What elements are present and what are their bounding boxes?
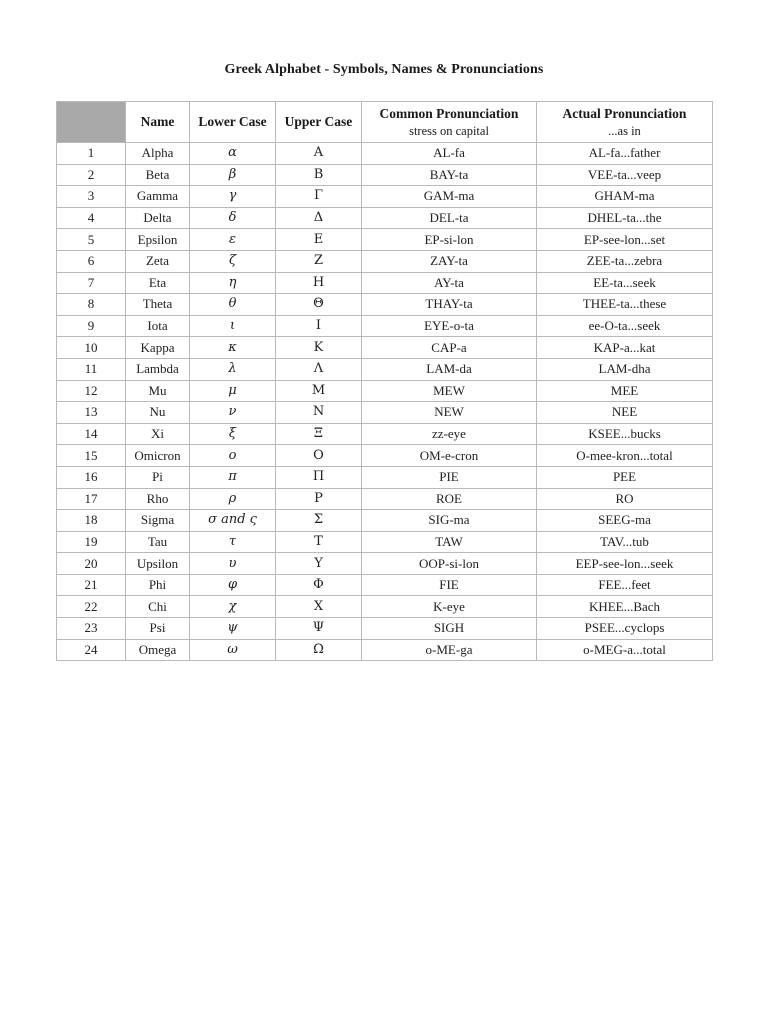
- cell-upper-case: Κ: [276, 337, 362, 359]
- cell-common-pronunciation: DEL-ta: [362, 207, 537, 229]
- table-row: [57, 186, 713, 208]
- cell-letter-name: Kappa: [126, 337, 190, 359]
- table-row: [57, 488, 713, 510]
- cell-letter-name: Beta: [126, 164, 190, 186]
- cell-actual-pronunciation: MEE: [537, 380, 713, 402]
- cell-number: 18: [57, 510, 126, 532]
- cell-common-pronunciation: SIG-ma: [362, 510, 537, 532]
- cell-actual-pronunciation: KAP-a...kat: [537, 337, 713, 359]
- cell-lower-case: ρ: [190, 488, 276, 510]
- cell-letter-name: Xi: [126, 423, 190, 445]
- cell-number: 10: [57, 337, 126, 359]
- table-row: [57, 466, 713, 488]
- cell-letter-name: Delta: [126, 207, 190, 229]
- cell-letter-name: Iota: [126, 315, 190, 337]
- cell-common-pronunciation: LAM-da: [362, 358, 537, 380]
- table-row: [57, 639, 713, 661]
- table-row: [57, 596, 713, 618]
- header-common-subtitle: stress on capital: [409, 124, 489, 138]
- header-common-pronunciation: [362, 102, 537, 143]
- cell-upper-case: Θ: [276, 294, 362, 316]
- cell-lower-case: μ: [190, 380, 276, 402]
- cell-number: 12: [57, 380, 126, 402]
- cell-number: 9: [57, 315, 126, 337]
- cell-actual-pronunciation: LAM-dha: [537, 358, 713, 380]
- cell-common-pronunciation: PIE: [362, 466, 537, 488]
- cell-actual-pronunciation: DHEL-ta...the: [537, 207, 713, 229]
- cell-number: 4: [57, 207, 126, 229]
- cell-number: 8: [57, 294, 126, 316]
- cell-lower-case: π: [190, 466, 276, 488]
- cell-common-pronunciation: zz-eye: [362, 423, 537, 445]
- cell-letter-name: Upsilon: [126, 553, 190, 575]
- table-row: [57, 423, 713, 445]
- table-row: [57, 294, 713, 316]
- cell-letter-name: Gamma: [126, 186, 190, 208]
- table-row: [57, 402, 713, 424]
- cell-actual-pronunciation: ee-O-ta...seek: [537, 315, 713, 337]
- cell-upper-case: Λ: [276, 358, 362, 380]
- cell-upper-case: Δ: [276, 207, 362, 229]
- cell-lower-case: τ: [190, 531, 276, 553]
- cell-letter-name: Omega: [126, 639, 190, 661]
- cell-lower-case: β: [190, 164, 276, 186]
- cell-letter-name: Eta: [126, 272, 190, 294]
- cell-letter-name: Chi: [126, 596, 190, 618]
- cell-number: 2: [57, 164, 126, 186]
- table-header-row: [57, 102, 713, 143]
- cell-upper-case: Ε: [276, 229, 362, 251]
- cell-common-pronunciation: BAY-ta: [362, 164, 537, 186]
- cell-common-pronunciation: THAY-ta: [362, 294, 537, 316]
- cell-letter-name: Phi: [126, 574, 190, 596]
- header-corner-cell: [57, 102, 126, 143]
- cell-letter-name: Alpha: [126, 143, 190, 165]
- table-row: [57, 618, 713, 640]
- cell-upper-case: Ρ: [276, 488, 362, 510]
- cell-common-pronunciation: EP-si-lon: [362, 229, 537, 251]
- cell-number: 19: [57, 531, 126, 553]
- cell-upper-case: Χ: [276, 596, 362, 618]
- cell-common-pronunciation: GAM-ma: [362, 186, 537, 208]
- cell-number: 21: [57, 574, 126, 596]
- cell-common-pronunciation: OOP-si-lon: [362, 553, 537, 575]
- table-row: [57, 229, 713, 251]
- cell-lower-case: σ and ς: [190, 510, 276, 532]
- cell-common-pronunciation: MEW: [362, 380, 537, 402]
- cell-upper-case: Η: [276, 272, 362, 294]
- cell-letter-name: Theta: [126, 294, 190, 316]
- cell-upper-case: Υ: [276, 553, 362, 575]
- cell-lower-case: δ: [190, 207, 276, 229]
- cell-actual-pronunciation: PEE: [537, 466, 713, 488]
- greek-alphabet-table: [56, 101, 713, 661]
- cell-lower-case: ν: [190, 402, 276, 424]
- cell-upper-case: Ζ: [276, 250, 362, 272]
- cell-number: 22: [57, 596, 126, 618]
- cell-number: 16: [57, 466, 126, 488]
- cell-actual-pronunciation: KHEE...Bach: [537, 596, 713, 618]
- cell-actual-pronunciation: o-MEG-a...total: [537, 639, 713, 661]
- cell-lower-case: α: [190, 143, 276, 165]
- cell-number: 17: [57, 488, 126, 510]
- cell-number: 24: [57, 639, 126, 661]
- cell-number: 15: [57, 445, 126, 467]
- cell-actual-pronunciation: FEE...feet: [537, 574, 713, 596]
- cell-lower-case: ε: [190, 229, 276, 251]
- cell-actual-pronunciation: GHAM-ma: [537, 186, 713, 208]
- cell-actual-pronunciation: PSEE...cyclops: [537, 618, 713, 640]
- cell-number: 6: [57, 250, 126, 272]
- cell-lower-case: ψ: [190, 618, 276, 640]
- cell-number: 13: [57, 402, 126, 424]
- table-row: [57, 143, 713, 165]
- cell-actual-pronunciation: ZEE-ta...zebra: [537, 250, 713, 272]
- cell-common-pronunciation: EYE-o-ta: [362, 315, 537, 337]
- cell-actual-pronunciation: SEEG-ma: [537, 510, 713, 532]
- cell-actual-pronunciation: VEE-ta...veep: [537, 164, 713, 186]
- cell-common-pronunciation: ROE: [362, 488, 537, 510]
- cell-upper-case: Ω: [276, 639, 362, 661]
- cell-letter-name: Lambda: [126, 358, 190, 380]
- table-row: [57, 272, 713, 294]
- cell-letter-name: Epsilon: [126, 229, 190, 251]
- cell-number: 11: [57, 358, 126, 380]
- cell-common-pronunciation: AY-ta: [362, 272, 537, 294]
- table-row: [57, 358, 713, 380]
- cell-lower-case: ο: [190, 445, 276, 467]
- cell-lower-case: υ: [190, 553, 276, 575]
- header-lower-case: Lower Case: [190, 102, 276, 143]
- cell-number: 3: [57, 186, 126, 208]
- cell-common-pronunciation: K-eye: [362, 596, 537, 618]
- cell-common-pronunciation: SIGH: [362, 618, 537, 640]
- table-row: [57, 510, 713, 532]
- cell-lower-case: λ: [190, 358, 276, 380]
- cell-actual-pronunciation: TAV...tub: [537, 531, 713, 553]
- table-row: [57, 250, 713, 272]
- cell-common-pronunciation: TAW: [362, 531, 537, 553]
- header-name: Name: [126, 102, 190, 143]
- cell-letter-name: Sigma: [126, 510, 190, 532]
- cell-upper-case: Π: [276, 466, 362, 488]
- cell-upper-case: Τ: [276, 531, 362, 553]
- cell-common-pronunciation: OM-e-cron: [362, 445, 537, 467]
- cell-common-pronunciation: AL-fa: [362, 143, 537, 165]
- table-row: [57, 337, 713, 359]
- cell-actual-pronunciation: NEE: [537, 402, 713, 424]
- cell-actual-pronunciation: KSEE...bucks: [537, 423, 713, 445]
- header-actual-pronunciation: [537, 102, 713, 143]
- cell-letter-name: Omicron: [126, 445, 190, 467]
- cell-lower-case: ι: [190, 315, 276, 337]
- cell-letter-name: Tau: [126, 531, 190, 553]
- cell-lower-case: φ: [190, 574, 276, 596]
- header-actual-title: Actual Pronunciation: [562, 106, 687, 121]
- cell-upper-case: Φ: [276, 574, 362, 596]
- cell-number: 7: [57, 272, 126, 294]
- cell-lower-case: χ: [190, 596, 276, 618]
- cell-upper-case: Ν: [276, 402, 362, 424]
- table-row: [57, 445, 713, 467]
- cell-actual-pronunciation: EP-see-lon...set: [537, 229, 713, 251]
- table-row: [57, 315, 713, 337]
- cell-letter-name: Zeta: [126, 250, 190, 272]
- cell-actual-pronunciation: THEE-ta...these: [537, 294, 713, 316]
- cell-common-pronunciation: NEW: [362, 402, 537, 424]
- cell-number: 23: [57, 618, 126, 640]
- cell-upper-case: Α: [276, 143, 362, 165]
- cell-number: 14: [57, 423, 126, 445]
- header-actual-subtitle: ...as in: [608, 124, 641, 138]
- cell-lower-case: ζ: [190, 250, 276, 272]
- cell-upper-case: Ι: [276, 315, 362, 337]
- cell-letter-name: Psi: [126, 618, 190, 640]
- cell-lower-case: θ: [190, 294, 276, 316]
- table-row: [57, 207, 713, 229]
- header-upper-case: Upper Case: [276, 102, 362, 143]
- cell-common-pronunciation: FIE: [362, 574, 537, 596]
- cell-actual-pronunciation: O-mee-kron...total: [537, 445, 713, 467]
- cell-number: 1: [57, 143, 126, 165]
- cell-lower-case: ξ: [190, 423, 276, 445]
- cell-upper-case: Β: [276, 164, 362, 186]
- cell-actual-pronunciation: EEP-see-lon...seek: [537, 553, 713, 575]
- cell-letter-name: Rho: [126, 488, 190, 510]
- cell-actual-pronunciation: RO: [537, 488, 713, 510]
- cell-lower-case: γ: [190, 186, 276, 208]
- cell-actual-pronunciation: AL-fa...father: [537, 143, 713, 165]
- table-row: [57, 531, 713, 553]
- cell-upper-case: Γ: [276, 186, 362, 208]
- cell-number: 20: [57, 553, 126, 575]
- table-row: [57, 164, 713, 186]
- table-row: [57, 380, 713, 402]
- cell-upper-case: Ξ: [276, 423, 362, 445]
- cell-upper-case: Μ: [276, 380, 362, 402]
- cell-letter-name: Pi: [126, 466, 190, 488]
- cell-lower-case: η: [190, 272, 276, 294]
- cell-number: 5: [57, 229, 126, 251]
- cell-common-pronunciation: o-ME-ga: [362, 639, 537, 661]
- cell-upper-case: Σ: [276, 510, 362, 532]
- cell-common-pronunciation: ZAY-ta: [362, 250, 537, 272]
- cell-letter-name: Nu: [126, 402, 190, 424]
- cell-common-pronunciation: CAP-a: [362, 337, 537, 359]
- cell-actual-pronunciation: EE-ta...seek: [537, 272, 713, 294]
- document-title: Greek Alphabet - Symbols, Names & Pronunciations: [224, 62, 544, 77]
- cell-upper-case: Ψ: [276, 618, 362, 640]
- header-common-title: Common Pronunciation: [379, 106, 519, 121]
- cell-letter-name: Mu: [126, 380, 190, 402]
- table-row: [57, 553, 713, 575]
- cell-upper-case: Ο: [276, 445, 362, 467]
- table-row: [57, 574, 713, 596]
- cell-lower-case: ω: [190, 639, 276, 661]
- cell-lower-case: κ: [190, 337, 276, 359]
